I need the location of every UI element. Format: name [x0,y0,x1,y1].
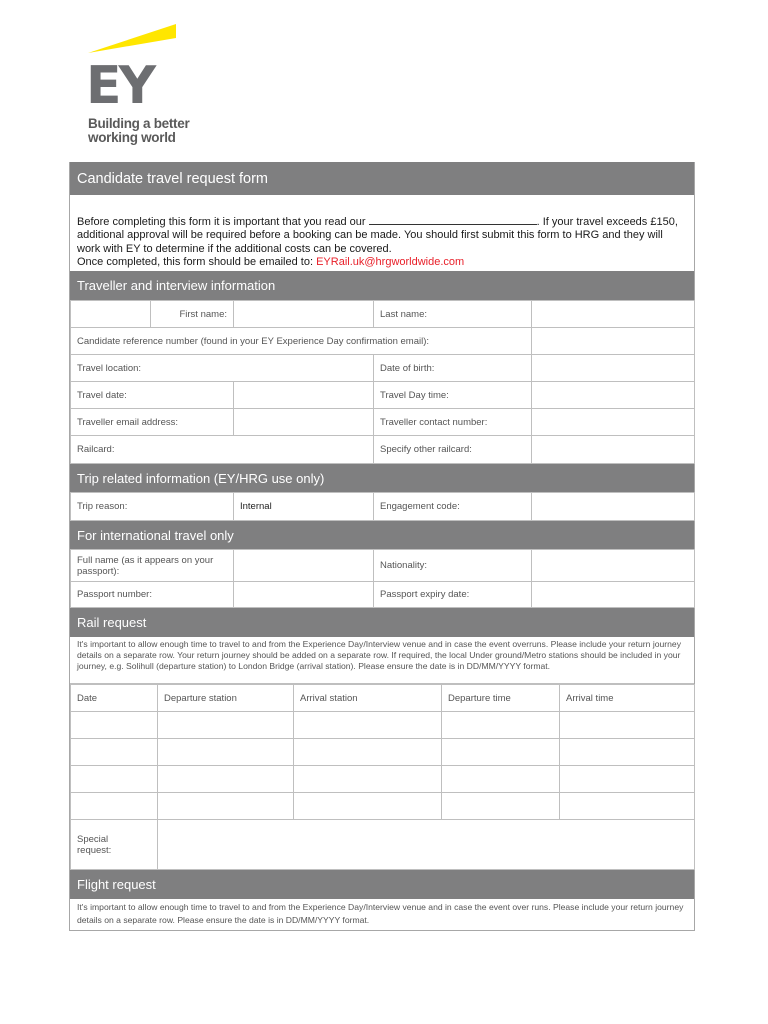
rail-arrival-station-field[interactable] [294,739,442,766]
railcard-label: Railcard: [71,436,374,464]
section-header-international: For international travel only [70,521,694,549]
travel-request-form [69,162,695,931]
last-name-field[interactable] [532,301,695,328]
intro-text-2: . If your travel exceeds £150, additional approval will be required before a booking can be made. You should first submit this form to HRG and they will work with EY to determine if the additional costs can be covered. [77,216,678,255]
section-header-rail: Rail request [70,608,694,637]
rail-row [71,712,695,739]
rail-row [71,766,695,793]
traveller-table [70,300,695,464]
travel-date-label: Travel date: [71,382,234,409]
hrg-email-link[interactable]: EYRail.uk@hrgworldwide.com [316,255,465,268]
rail-departure-time-field[interactable] [442,766,560,793]
empty-cell [71,301,151,328]
nationality-field[interactable] [532,550,695,582]
form-title: Candidate travel request form [70,162,694,195]
rail-date-field[interactable] [71,739,158,766]
date-of-birth-field[interactable] [532,355,695,382]
rail-arrival-station-field[interactable] [294,793,442,820]
rail-arrival-station-field[interactable] [294,766,442,793]
rail-col-arrival-station: Arrival station [294,685,442,712]
rail-arrival-station-field[interactable] [294,712,442,739]
engagement-code-label: Engagement code: [374,493,532,521]
first-name-label: First name: [151,301,234,328]
special-request-label: Special request: [71,820,158,870]
last-name-label: Last name: [374,301,532,328]
date-of-birth-label: Date of birth: [374,355,532,382]
tagline-line-2: working world [88,130,176,145]
candidate-ref-field[interactable] [532,328,695,355]
trip-reason-value[interactable]: Internal [234,493,374,521]
rail-col-departure-station: Departure station [158,685,294,712]
rail-date-field[interactable] [71,766,158,793]
intro-text-1: Before completing this form it is important that you read our [77,216,366,228]
nationality-label: Nationality: [374,550,532,582]
section-header-trip: Trip related information (EY/HRG use only) [70,464,694,492]
rail-note: It's important to allow enough time to travel to and from the Experience Day/Interview venue and in case the event overruns. Please include your return journey details on a separate row. Your return journey should be added on a separate row. If required, the local Under ground/Metro stations should be included in your journey, e.g. Solihull (departure station) to London Bridge (arrival station). Please ensure the date is in DD/MM/YYYY format. [70,637,694,684]
passport-number-label: Passport number: [71,582,234,608]
first-name-field[interactable] [234,301,374,328]
contact-number-field[interactable] [532,409,695,436]
travel-location-label: Travel location: [71,355,374,382]
other-railcard-label: Specify other railcard: [374,436,532,464]
section-header-traveller: Traveller and interview information [70,271,694,300]
rail-arrival-time-field[interactable] [560,793,695,820]
passport-number-field[interactable] [234,582,374,608]
candidate-ref-label: Candidate reference number (found in your EY Experience Day confirmation email): [71,328,532,355]
rail-row [71,739,695,766]
rail-col-date: Date [71,685,158,712]
rail-arrival-time-field[interactable] [560,739,695,766]
ey-beam-icon [86,22,178,56]
rail-departure-station-field[interactable] [158,712,294,739]
rail-departure-time-field[interactable] [442,793,560,820]
rail-col-arrival-time: Arrival time [560,685,695,712]
logo-wordmark: EY [86,56,154,116]
logo-tagline [88,117,189,145]
rail-departure-time-field[interactable] [442,712,560,739]
rail-departure-station-field[interactable] [158,793,294,820]
travel-date-field[interactable] [234,382,374,409]
flight-note: It's important to allow enough time to travel to and from the Experience Day/Interview venue and in case the event over runs. Please include your return journey details on a separate row. Please ensure the date is in DD/MM/YYYY format. [77,902,684,925]
passport-expiry-label: Passport expiry date: [374,582,532,608]
trip-table [70,492,695,521]
full-name-label: Full name (as it appears on your passport): [71,550,234,582]
rail-departure-station-field[interactable] [158,766,294,793]
intro-email-label: Once completed, this form should be emailed to: [77,255,314,268]
rail-arrival-time-field[interactable] [560,766,695,793]
international-table [70,549,695,608]
rail-departure-station-field[interactable] [158,739,294,766]
rail-arrival-time-field[interactable] [560,712,695,739]
policy-link-blank[interactable] [369,215,537,225]
email-address-label: Traveller email address: [71,409,234,436]
trip-reason-label: Trip reason: [71,493,234,521]
engagement-code-field[interactable] [532,493,695,521]
tagline-line-1: Building a better [88,116,190,131]
passport-expiry-field[interactable] [532,582,695,608]
rail-col-departure-time: Departure time [442,685,560,712]
rail-date-field[interactable] [71,712,158,739]
email-address-field[interactable] [234,409,374,436]
travel-day-time-label: Travel Day time: [374,382,532,409]
other-railcard-field[interactable] [532,436,695,464]
travel-day-time-field[interactable] [532,382,695,409]
rail-date-field[interactable] [71,793,158,820]
ey-logo [86,22,216,152]
section-header-flight: Flight request [70,870,694,899]
rail-row [71,793,695,820]
full-name-field[interactable] [234,550,374,582]
contact-number-label: Traveller contact number: [374,409,532,436]
rail-departure-time-field[interactable] [442,739,560,766]
form-intro [70,195,694,271]
special-request-field[interactable] [158,820,695,870]
rail-table [70,684,695,870]
